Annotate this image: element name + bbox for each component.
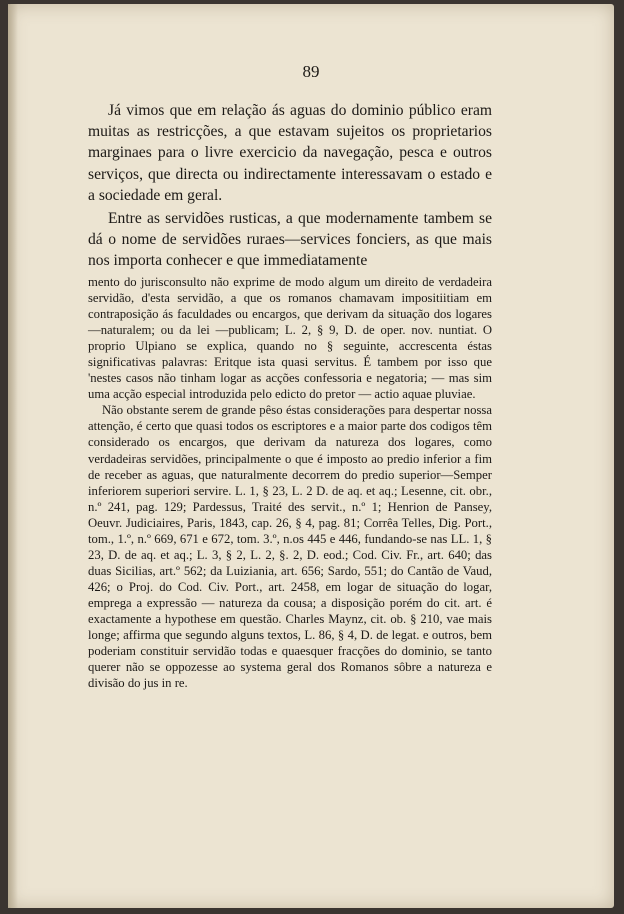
book-page <box>8 4 614 908</box>
footnote-separator <box>88 260 492 261</box>
footnote <box>88 274 492 691</box>
body-paragraph-2: Entre as servidões rusticas, a que modernamente tambem se dá o nome de servidões ruraes—services fonciers, as que mais nos importa conhecer e que immediatamente <box>88 210 492 270</box>
footnote-paragraph-2: Não obstante serem de grande pêso éstas considerações para despertar nossa attenção, é certo que quasi todos os escriptores e a maior parte dos codigos têm considerado os encargos, que derivam da natureza dos logares, como verdadeiras servidões, principalmente o que é imposto ao predio inferior a fim de receber as aguas, que naturalmente decorrem do predio superior—Semper inferiorem superiori servire. L. 1, § 23, L. 2 D. de aq. et aq.; Lesenne, cit. obr., n.º 241, pag. 129; Pardessus, Traité des servit., n.º 1; Henrion de Pansey, Oeuvr. Judiciaires, Paris, 1843, cap. 26, § 4, pag. 81; Corrêa Telles, Dig. Port., tom., 1.º, n.º 669, 671 e 672, tom. 3.º, n.os 445 e 446, fundando-se nas LL. 1, § 23, D. de aq. et aq.; L. 3, § 2, L. 2, §. 2, D. eod.; Cod. Civ. Fr., art. 640; das duas Sicilias, art.º 562; da Luiziania, art. 656; Sardo, 551; do Cantão de Vaud, 426; o Proj. do Cod. Civ. Port., art. 2458, em logar de situação do logar, emprega a expressão — natureza da cousa; a disposição porém do cit. art. é exactamente a hypothese em questão. Charles Maynz, cit. ob. § 210, vae mais longe; affirma que segundo alguns textos, L. 86, § 4, D. de legat. e outros, bem poderiam constituir servidão todas e quaesquer fracções do dominio, se tanto querer não se oppozesse ao systema geral dos Romanos sôbre a natureza e divisão do jus in re. <box>88 403 492 691</box>
page-number: 89 <box>302 62 320 81</box>
footnote-paragraph-1: mento do jurisconsulto não exprime de modo algum um direito de verdadeira servidão, d'esta servidão, a que os romanos chamavam impositiitiam em contraposição ás faculdades ou encargos, que derivam da situação dos logares —naturalem; ou da lei —publicam; L. 2, § 9, D. de oper. nov. nuntiat. O proprio Ulpiano se explica, quando no § seguinte, accrescenta éstas significativas palavras: Eritque ista quasi servitus. É tambem por isso que 'nestes casos não tinham logar as acções confessoria e negatoria; — mas sim uma acção especial introduzida pelo edicto do pretor — actio aquae pluviae. <box>88 275 492 402</box>
main-text <box>88 100 492 272</box>
body-paragraph-1: Já vimos que em relação ás aguas do dominio público eram muitas as restricções, a que estavam sujeitos os proprietarios marginaes para o livre exercicio da navegação, pesca e outros serviços, que directa ou indirectamente interessavam o estado e a sociedade em geral. <box>88 102 492 204</box>
